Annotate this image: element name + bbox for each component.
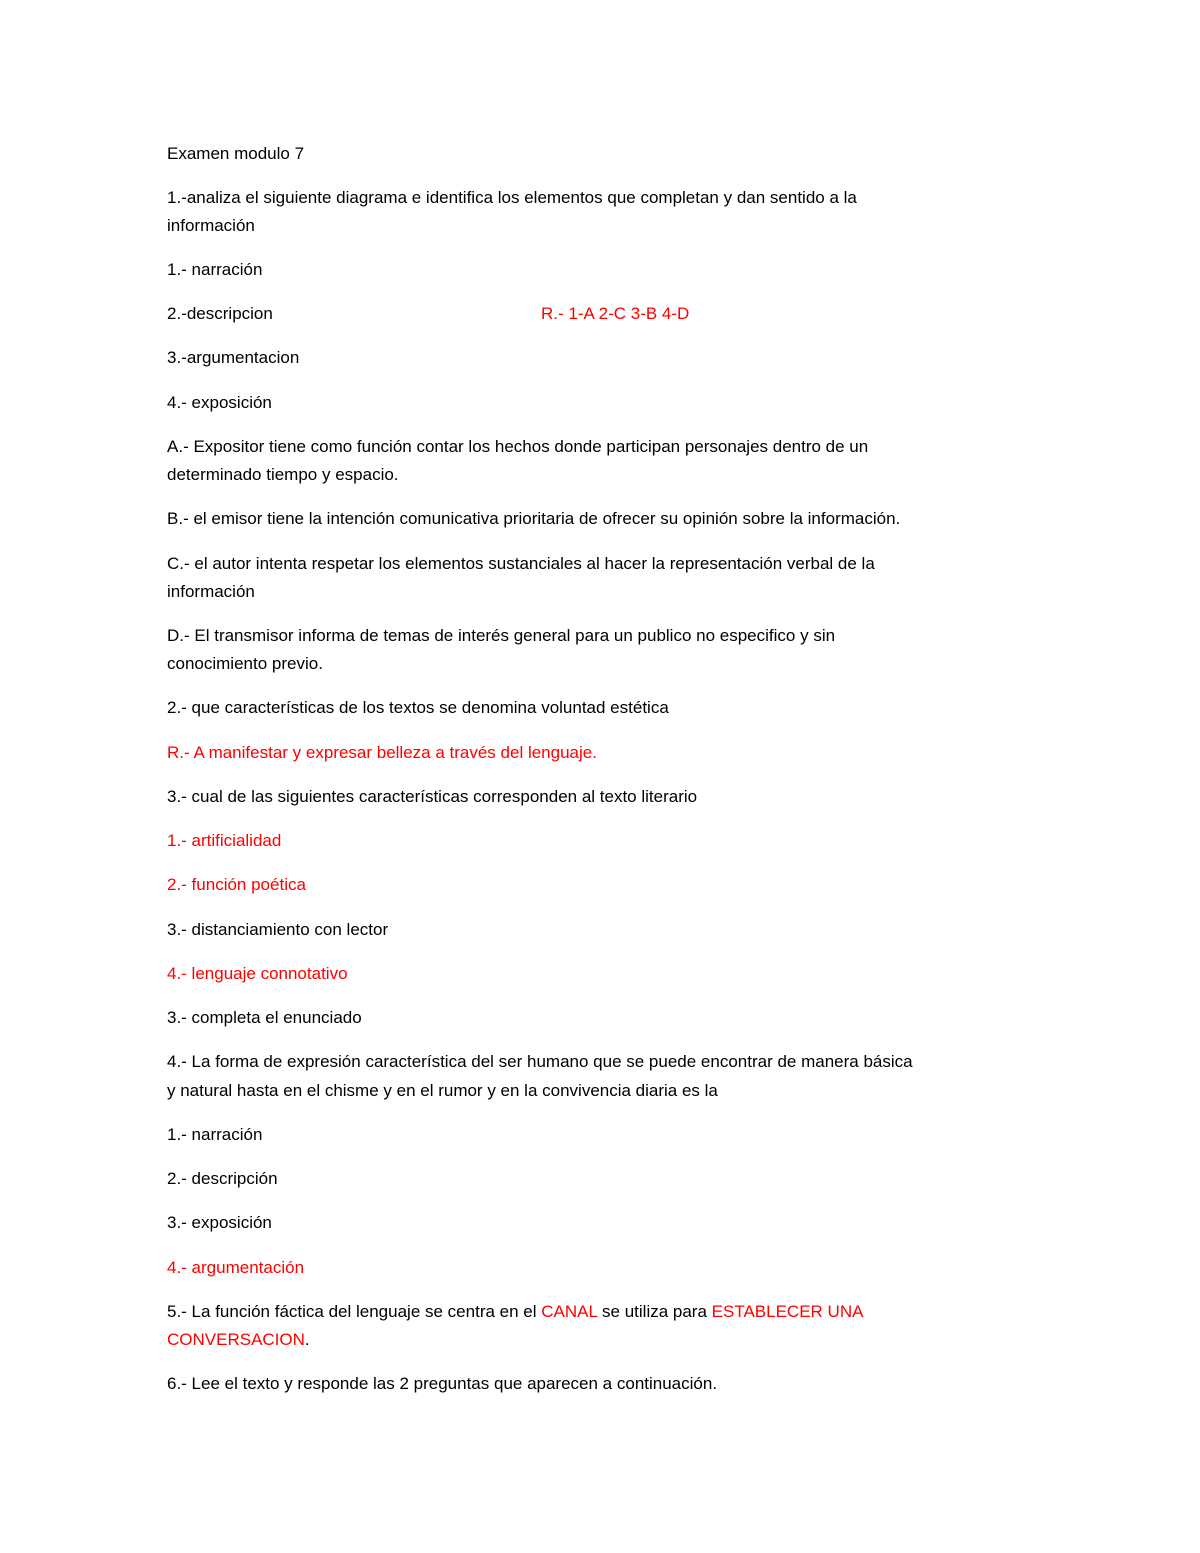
q2-prompt: 2.- que características de los textos se denomina voluntad estética xyxy=(167,698,669,717)
q1-option-b-text: - el emisor tiene la intención comunicativa prioritaria de ofrecer su opinión sobre la información. xyxy=(183,509,901,528)
q1-option-b xyxy=(167,509,900,529)
q1-option-c-line-2: información xyxy=(167,582,255,601)
q3-option-3: 3.- distanciamiento con lector xyxy=(167,920,389,939)
q6-prompt: 6.- Lee el texto y responde las 2 preguntas que aparecen a continuación. xyxy=(167,1374,718,1393)
q4-option-1: 1.- narración xyxy=(167,1125,263,1144)
q5-line-1 xyxy=(167,1302,863,1322)
q5-answer-establecer: ESTABLECER UNA xyxy=(711,1302,864,1321)
q1-option-d-key: D. xyxy=(167,626,184,645)
exam-title: Examen modulo 7 xyxy=(167,144,305,163)
q4-option-3: 3.- exposición xyxy=(167,1213,272,1232)
q4-prompt-line-2: y natural hasta en el chisme y en el rumor y en la convivencia diaria es la xyxy=(167,1081,718,1100)
q1-prompt-line-1: 1.-analiza el siguiente diagrama e identifica los elementos que completan y dan sentido a la xyxy=(167,188,857,207)
q4-option-2: 2.- descripción xyxy=(167,1169,278,1188)
q1-item-3: 3.-argumentacion xyxy=(167,348,300,367)
q5-period: . xyxy=(304,1330,310,1349)
q1-option-b-key: B. xyxy=(167,509,184,528)
q1-item-2-number: 2. xyxy=(167,304,182,323)
q1-item-2 xyxy=(167,304,273,324)
q1-item-1: 1.- narración xyxy=(167,260,263,279)
q1-option-a-line-2: determinado tiempo y espacio. xyxy=(167,465,399,484)
q1-option-d-text: - El transmisor informa de temas de interés general para un publico no especifico y sin xyxy=(184,626,836,645)
q3-option-4: 4.- lenguaje connotativo xyxy=(167,964,348,983)
q5-text-mid: se utiliza para xyxy=(597,1302,712,1321)
q1-option-d-line-2: conocimiento previo. xyxy=(167,654,323,673)
q1-option-c-text: - el autor intenta respetar los elementos sustanciales al hacer la representación verbal de la xyxy=(184,554,875,573)
q1-item-2-text: -descripcion xyxy=(181,304,273,323)
q1-option-c-key: C. xyxy=(167,554,184,573)
q5-answer-conversacion: CONVERSACION xyxy=(167,1330,305,1349)
q1-item-4: 4.- exposición xyxy=(167,393,272,412)
q3-option-1: 1.- artificialidad xyxy=(167,831,282,850)
q1-option-a-line-1 xyxy=(167,437,868,457)
q1-option-a-key: A. xyxy=(167,437,184,456)
q1-option-c-line-1 xyxy=(167,554,875,574)
q2-answer: R.- A manifestar y expresar belleza a través del lenguaje. xyxy=(167,743,597,762)
q4-prompt-line-1: 4.- La forma de expresión característica del ser humano que se puede encontrar de manera básica xyxy=(167,1052,913,1071)
q1-prompt-line-2: información xyxy=(167,216,255,235)
q5-line-2 xyxy=(167,1330,310,1350)
q4-option-4: 4.- argumentación xyxy=(167,1258,305,1277)
q1-answer: R.- 1-A 2-C 3-B 4-D xyxy=(541,304,690,323)
q1-option-a-text: - Expositor tiene como función contar los hechos donde participan personajes dentro de un xyxy=(183,437,869,456)
q5-text-pre: 5.- La función fáctica del lenguaje se centra en el xyxy=(167,1302,542,1321)
q3-complete-statement: 3.- completa el enunciado xyxy=(167,1008,362,1027)
q3-option-2: 2.- función poética xyxy=(167,875,306,894)
q1-option-d-line-1 xyxy=(167,626,835,646)
q5-answer-canal: CANAL xyxy=(541,1302,598,1321)
q3-prompt: 3.- cual de las siguientes características corresponden al texto literario xyxy=(167,787,698,806)
